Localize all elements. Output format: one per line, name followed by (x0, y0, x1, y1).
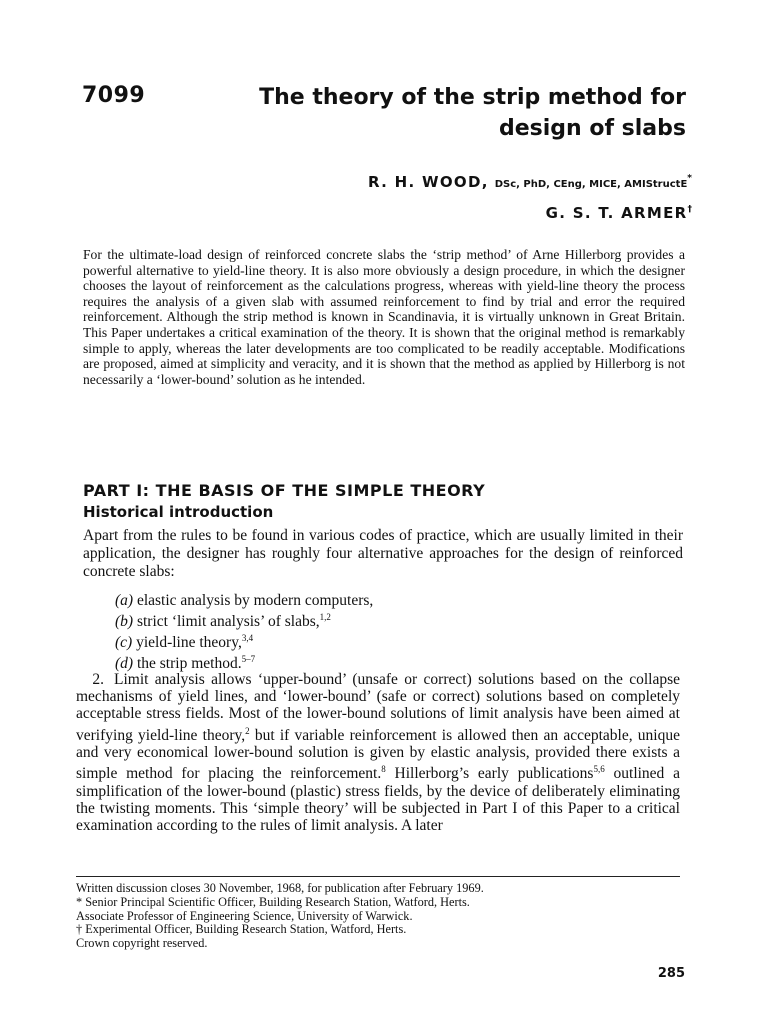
list-text: yield-line theory, (136, 634, 242, 652)
reference-superscript: 1,2 (319, 612, 331, 622)
author-qualifications: DSc, PhD, CEng, MICE, AMIStructE (494, 179, 688, 190)
paragraph-2 (76, 671, 680, 834)
footnotes (76, 882, 680, 951)
paragraph-text: outlined a simplification of the lower-bound (plastic) stress fields, by the device of deliberately eliminating the twisting moments. This ‘simple theory’ will be subjected in Part I of this Paper to a critical examination according to the rules of limit analysis. A later (76, 765, 680, 834)
section-heading: Historical introduction (83, 503, 274, 521)
footnote-wood-2: Associate Professor of Engineering Science, University of Warwick. (76, 908, 413, 923)
list-text: strict ‘limit analysis’ of slabs, (136, 613, 320, 631)
list-item (115, 651, 373, 672)
part-heading: PART I: THE BASIS OF THE SIMPLE THEORY (83, 481, 486, 500)
paper-number: 7099 (82, 83, 146, 108)
author-armer (546, 203, 692, 222)
footnote-discussion: Written discussion closes 30 November, 1968, for publication after February 1969. (76, 881, 484, 895)
reference-superscript: 2 (245, 725, 250, 736)
author-wood (368, 172, 692, 191)
reference-superscript: 3,4 (241, 633, 254, 644)
reference-superscript: 5–7 (241, 654, 256, 665)
title-line-2: design of slabs (498, 116, 686, 141)
paragraph-text: Hillerborg’s early publications (385, 765, 594, 783)
footnote-armer: † Experimental Officer, Building Research Station, Watford, Herts. (76, 922, 407, 937)
intro-paragraph: Apart from the rules to be found in various codes of practice, which are usually limited in their application, the designer has roughly four alternative approaches for the design of reinforced concrete slabs: (83, 527, 683, 580)
paragraph-text: Limit analysis allows ‘upper-bound’ (unsafe or correct) solutions based on the collapse mechanisms of yield lines, and ‘lower-bound’ (safe or correct) solutions based on completely acceptable stress fields. Most of the lower-bound solutions of limit analysis have been aimed at verifying yield-line theory, (76, 671, 680, 744)
footnote-copyright: Crown copyright reserved. (76, 936, 208, 951)
list-item (115, 609, 373, 630)
paragraph-number: 2. (92, 671, 104, 688)
footnote-wood: * Senior Principal Scientific Officer, Building Research Station, Watford, Herts. (76, 894, 470, 909)
reference-superscript: 5,6 (593, 764, 605, 775)
paragraph-text: but if variable reinforcement is allowed then an acceptable, unique and very economical lower-bound solution is given by elastic analysis, provided there exists a simple method for placing the reinforcement. (76, 726, 680, 783)
list-item (115, 630, 373, 651)
author-name: G. S. T. ARMER (545, 204, 688, 222)
title-line-1: The theory of the strip method for (259, 85, 686, 110)
author-footnote-mark: * (687, 173, 692, 184)
list-label: (a) (115, 592, 134, 609)
list-text: the strip method. (136, 655, 242, 673)
page-number: 285 (657, 966, 685, 981)
abstract: For the ultimate-load design of reinforced concrete slabs the ‘strip method’ of Arne Hillerborg provides a powerful alternative to yield-line theory. It is also more obviously a design procedure, in which the designer chooses the layout of reinforcement as the calculations progress, whereas with yield-line theory the process requires the analysis of a given slab with assumed reinforcement to find by trial and error the required reinforcement. Although the strip method is known in Scandinavia, it is virtually unknown in Great Britain. This Paper undertakes a critical examination of the theory. It is shown that the original method is remarkably simple to apply, whereas the later developments are too complicated to be readily acceptable. Modifications are proposed, aimed at simplicity and veracity, and it is shown that the method as applied by Hillerborg is not necessarily a ‘lower-bound’ solution as he intended. (83, 247, 685, 387)
list-text: elastic analysis by modern computers, (136, 592, 374, 609)
list-label: (c) (115, 634, 133, 652)
author-footnote-mark: † (687, 204, 692, 215)
paper-title (216, 82, 686, 144)
list-item (115, 592, 373, 609)
footnote-divider (76, 876, 680, 877)
list-label: (b) (115, 613, 134, 631)
reference-superscript: 8 (381, 764, 386, 775)
list-label: (d) (115, 655, 134, 673)
approaches-list (115, 592, 373, 672)
author-name: R. H. WOOD, (367, 173, 489, 191)
